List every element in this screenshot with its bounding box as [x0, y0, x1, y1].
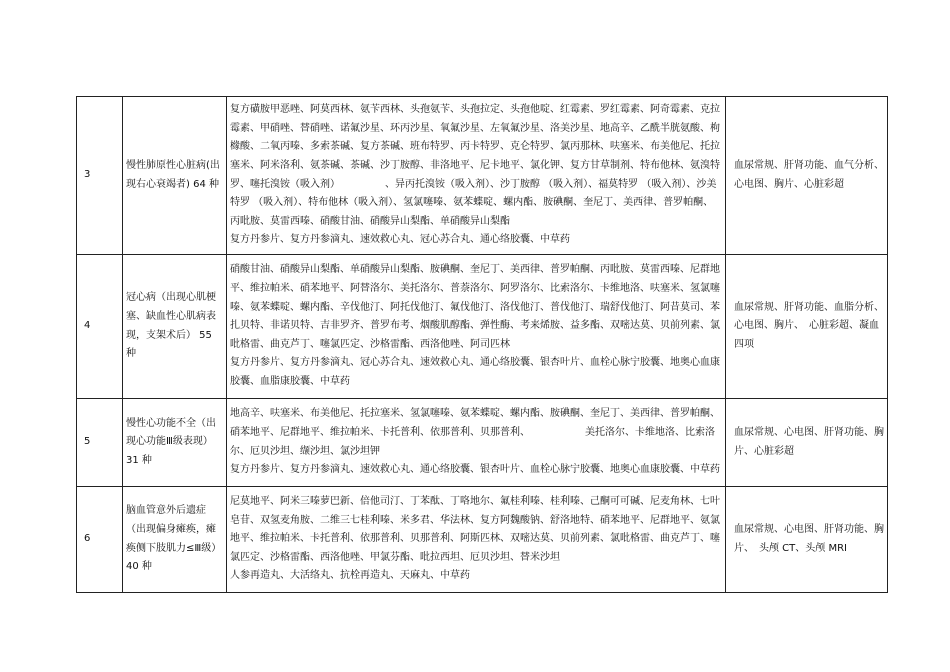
exam-items: 血尿常规、心电图、肝肾功能、胸片、心脏彩超	[726, 399, 888, 487]
tcm-drug-list: 人参再造丸、大活络丸、抗栓再造丸、天麻丸、中草药	[230, 570, 470, 582]
drug-list	[227, 487, 726, 593]
western-drug-list: 复方磺胺甲恶唑、阿莫西林、氨苄西林、头孢氨苄、头孢拉定、头孢他啶、红霉素、罗红霉素、阿奇霉素、克拉霉素、甲硝唑、替硝唑、诺氟沙星、环丙沙星、氧氟沙星、左氧氟沙星、洛美沙星、地高辛、乙酰半胱氨酸、枸橼酸、二氧丙嗪、多索茶碱、复方茶碱、班布特罗、丙卡特罗、克仑特罗、氯丙那林、呋塞米、布美他尼、托拉塞米、阿米洛利、氨茶碱、茶碱、沙丁胺醇、非洛地平、尼卡地平、氯化钾、复方甘草制剂、特布他林、氨溴特罗、噻托溴铵（吸入剂） 、异丙托溴铵（吸入剂）、沙丁胺醇 （吸入剂）、福莫特罗 （吸入剂）、沙美特罗 （吸入剂）、特布他林（吸入剂）、氢氯噻嗪、氨苯蝶啶、螺内酯、胺碘酮、奎尼丁、美西律、普罗帕酮、丙吡胺、莫雷西嗪、硝酸甘油、硝酸异山梨酯、单硝酸异山梨酯	[230, 104, 720, 227]
table-row	[77, 97, 888, 255]
table-row	[77, 487, 888, 593]
exam-items: 血尿常规、肝肾功能、血脂分析、心电图、胸片、 心脏彩超、凝血四项	[726, 255, 888, 399]
western-drug-list: 尼莫地平、阿米三嗪萝巴新、倍他司汀、丁苯酞、丁咯地尔、氟桂利嗪、桂利嗪、己酮可可碱、尼麦角林、七叶皂苷、双氢麦角胺、二维三七桂利嗪、米多君、华法林、复方阿魏酸钠、舒洛地特、硝苯地平、尼群地平、氨氯地平、维拉帕米、卡托普利、依那普利、贝那普利、阿斯匹林、双嘧达莫、贝前列素、氯吡格雷、曲克芦丁、噻氯匹定、沙格雷酯、西洛他唑、甲氯芬酯、吡拉西坦、厄贝沙坦、替米沙坦	[230, 496, 720, 563]
exam-items: 血尿常规、肝肾功能、血气分析、心电图、胸片、心脏彩超	[726, 97, 888, 255]
disease-name: 慢性心功能不全（出现心功能Ⅲ级表现） 31 种	[123, 399, 227, 487]
tcm-drug-list: 复方丹参片、复方丹参滴丸、速效救心丸、通心络胶囊、银杏叶片、血栓心脉宁胶囊、地奥心血康胶囊、中草药	[230, 464, 720, 476]
exam-items: 血尿常规、心电图、肝肾功能、胸片、 头颅 CT、头颅 MRI	[726, 487, 888, 593]
table-row	[77, 255, 888, 399]
tcm-drug-list: 复方丹参片、复方丹参滴丸、冠心苏合丸、速效救心丸、通心络胶囊、银杏叶片、血栓心脉宁胶囊、地奥心血康胶囊、血脂康胶囊、中草药	[230, 357, 720, 387]
row-number: 4	[77, 255, 123, 399]
drug-coverage-table	[76, 96, 888, 593]
drug-list	[227, 97, 726, 255]
disease-name: 冠心病（出现心肌梗塞、缺血性心肌病表现，支架术后） 55 种	[123, 255, 227, 399]
table-row	[77, 399, 888, 487]
row-number: 3	[77, 97, 123, 255]
row-number: 6	[77, 487, 123, 593]
disease-name: 脑血管意外后遗症（出现偏身瘫痪，瘫痪侧下肢肌力≤Ⅲ级） 40 种	[123, 487, 227, 593]
drug-list	[227, 399, 726, 487]
row-number: 5	[77, 399, 123, 487]
drug-list	[227, 255, 726, 399]
western-drug-list: 地高辛、呋塞米、布美他尼、托拉塞米、氢氯噻嗪、氨苯蝶啶、螺内酯、胺碘酮、奎尼丁、美西律、普罗帕酮、硝苯地平、尼群地平、维拉帕米、卡托普利、依那普利、贝那普利、 美托洛尔、卡维地洛、比索洛尔、厄贝沙坦、缬沙坦、氯沙坦钾	[230, 408, 720, 457]
tcm-drug-list: 复方丹参片、复方丹参滴丸、速效救心丸、冠心苏合丸、通心络胶囊、中草药	[230, 234, 570, 246]
western-drug-list: 硝酸甘油、硝酸异山梨酯、单硝酸异山梨酯、胺碘酮、奎尼丁、美西律、普罗帕酮、丙吡胺、莫雷西嗪、尼群地平、维拉帕米、硝苯地平、阿替洛尔、美托洛尔、普萘洛尔、阿罗洛尔、比索洛尔、卡维地洛、呋塞米、氢氯噻嗪、氨苯蝶啶、螺内酯、辛伐他汀、阿托伐他汀、氟伐他汀、洛伐他汀、普伐他汀、瑞舒伐他汀、阿昔莫司、苯扎贝特、非诺贝特、吉非罗齐、普罗布考、烟酸肌醇酯、弹性酶、考来烯胺、益多酯、双嘧达莫、贝前列素、氯吡格雷、曲克芦丁、噻氯匹定、沙格雷酯、西洛他唑、阿司匹林	[230, 264, 720, 350]
disease-name: 慢性肺原性心脏病(出现右心衰竭者) 64 种	[123, 97, 227, 255]
